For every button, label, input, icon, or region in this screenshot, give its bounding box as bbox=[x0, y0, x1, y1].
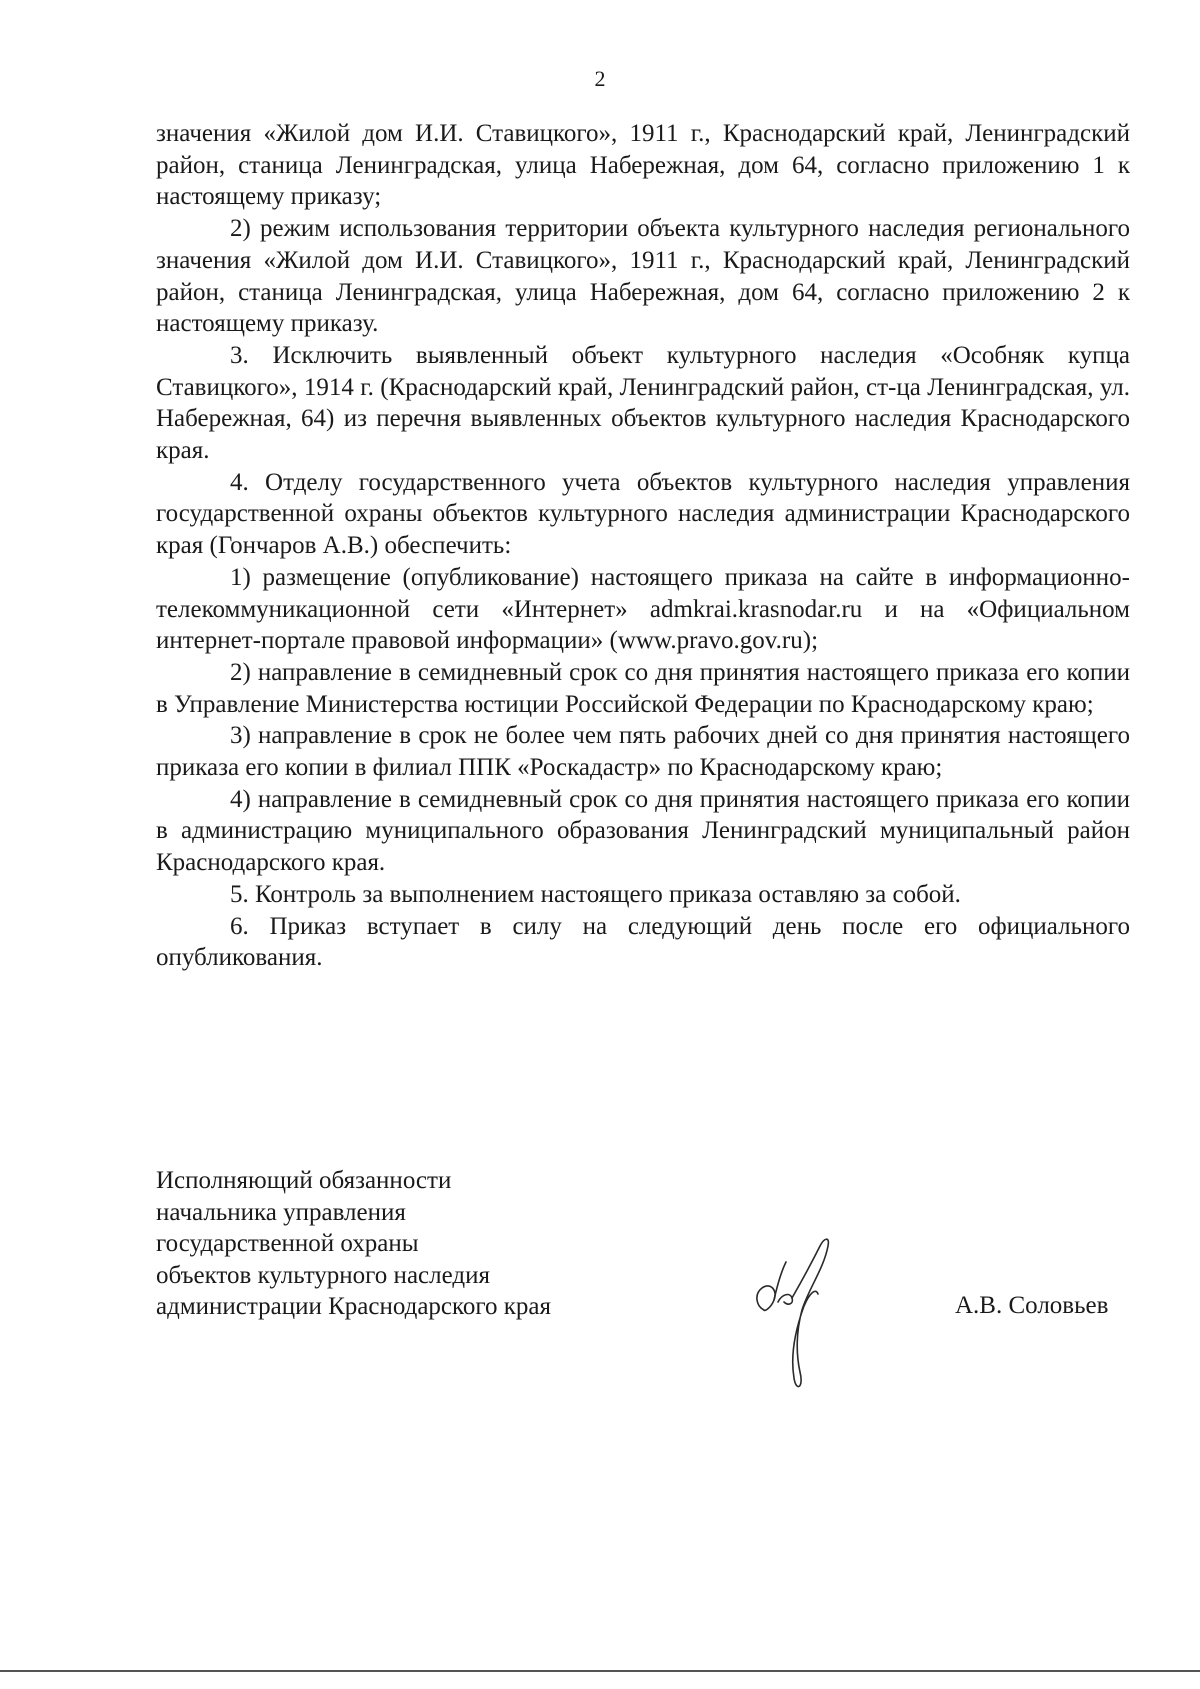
signatory-position-line: начальника управления bbox=[156, 1198, 406, 1226]
paragraph-clause-4-item-1: 1) размещение (опубликование) настоящего приказа на сайте в информационно-телекоммуникационной сети «Интернет» admkrai.krasnodar.ru и на «Официальном интернет-портале правовой информации» (www.pravo.gov.ru); bbox=[156, 563, 1130, 655]
paragraph-clause-4-item-4: 4) направление в семидневный срок со дня принятия настоящего приказа его копии в администрацию муниципального образования Ленинградский муниципальный район Краснодарского края. bbox=[156, 785, 1130, 877]
signer-name: А.В. Соловьев bbox=[955, 1292, 1109, 1319]
paragraph-continuation: значения «Жилой дом И.И. Ставицкого», 1911 г., Краснодарский край, Ленинградский район, станица Ленинградская, улица Набережная, дом 64, согласно приложению 1 к настоящему приказу; bbox=[156, 120, 1130, 211]
signatory-position-line: государственной охраны bbox=[156, 1230, 419, 1257]
paragraph-clause-6: 6. Приказ вступает в силу на следующий день после его официального опубликования. bbox=[156, 912, 1130, 972]
paragraph-clause-4-item-3: 3) направление в срок не более чем пять рабочих дней со дня принятия настоящего приказа его копии в филиал ППК «Роскадастр» по Краснодарскому краю; bbox=[156, 722, 1130, 782]
paragraph-item-2: 2) режим использования территории объекта культурного наследия регионального значения «Жилой дом И.И. Ставицкого», 1911 г., Краснодарский край, Ленинградский район, станица Ленинградская, улица Набережная, дом 64, согласно приложению 2 к настоящему приказу. bbox=[156, 215, 1130, 338]
signatory-position-line: объектов культурного наследия bbox=[156, 1261, 490, 1289]
page-number: 2 bbox=[594, 66, 606, 91]
paragraph-clause-5: 5. Контроль за выполнением настоящего приказа оставляю за собой. bbox=[230, 880, 961, 908]
paragraph-clause-4-item-2: 2) направление в семидневный срок со дня принятия настоящего приказа его копии в Управление Министерства юстиции Российской Федерации по Краснодарскому краю; bbox=[156, 658, 1130, 718]
handwritten-signature bbox=[752, 1232, 862, 1397]
paragraph-clause-3: 3. Исключить выявленный объект культурного наследия «Особняк купца Ставицкого», 1914 г. (Краснодарский край, Ленинградский район, ст-ца Ленинградская, ул. Набережная, 64) из перечня выявленных объектов культурного наследия Краснодарского края. bbox=[156, 341, 1130, 465]
signatory-position bbox=[156, 1165, 551, 1323]
signatory-position-line: Исполняющий обязанности bbox=[156, 1167, 452, 1194]
signatory-position-line: администрации Краснодарского края bbox=[156, 1293, 552, 1320]
bottom-border-line bbox=[0, 1670, 1200, 1672]
paragraph-clause-4: 4. Отделу государственного учета объектов культурного наследия управления государственной охраны объектов культурного наследия администрации Краснодарского края (Гончаров А.В.) обеспечить: bbox=[156, 468, 1130, 560]
document-body bbox=[156, 118, 1130, 974]
